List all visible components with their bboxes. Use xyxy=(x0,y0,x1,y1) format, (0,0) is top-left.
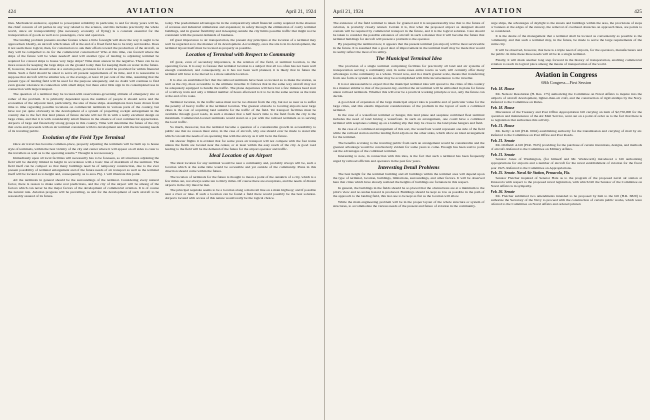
paragraph: Once air travel has become common-place, properly adjusting the terminals will be built up to house style of terminals, within the best vicinity of the city and center where it will appear on all sides to cater to the travellers as well as to the operating results.* Thought is not necessary. xyxy=(8,142,159,155)
paragraph: today. The predominant advantages lie in the comparatively small financial outlay required in the absence of revenue and industrial stimulation and expansion; in safety through the elimination of costly terminal buildings, and in greater flexibility and in keeping outside the city limits possible traffic that might not be consistent with the present demands of business. xyxy=(165,20,316,37)
congress-entry-date: Feb. 18. House xyxy=(490,87,515,92)
paragraph: The provision of a single terminal comprising facilities for practically all land and air systems of transportation serving a community and, in some cases entire towns as well, will certainly offer many advantages to the community as a whole. Travel now, and in a much greater scale, means that transferring from one form or system to another may be accomplished with little inconvenience to the traveller. xyxy=(333,63,485,81)
paragraph: By preparing the terminal now, it appears that the present terminal (an airport) will be most serviceable in the future. It is assumed that a good deal of improvement in the terminal itself may be made that would in reality reflect the most of its utility. xyxy=(333,42,485,55)
page-number: 425 xyxy=(634,9,642,15)
paragraph: On shorter flights it is evident that for some years air transport will not compete with the fast trains unless the fields are located near the center, or at least within the easy reach of the city. A good road leading to the field will be the demand of the future for the airport operator and traffic. xyxy=(165,139,316,152)
right-page-columns xyxy=(333,21,642,420)
right-page xyxy=(325,0,650,420)
section-subtitle: 68th Congress—First Session xyxy=(541,80,592,86)
masthead: AVIATION xyxy=(126,6,175,15)
paragraph: A good deal of expansion of the large municipal airport idea is possible and of particular value for the large cities, and this entails important considerations of the problem in the layout of such a combined terminal. xyxy=(333,99,485,112)
paragraph: In the case of a combined arrangement of this sort, the waterfront would represent one side of the field while the railroad station and the landing field adjoin on the other sides, which allow an ideal arrangement for the terminal. xyxy=(333,127,485,140)
left-column-1 xyxy=(8,21,159,420)
left-page-columns xyxy=(8,21,316,420)
congress-entry-date: Feb. 18. House xyxy=(490,105,515,110)
paragraph: Finally, it will mark another long step forward in the history of transportation, enabling commercial aviation to reach its logical place among the means of transportation of the world. xyxy=(490,57,642,66)
paragraph: ities. Mechanical endeavor, applied to powerplant reliability in particular, is and for many years will be, the chief concern of all parties in any way related to the science, and this includes practically the whole world, since air transportability (the necessary economy of flying) is a constant essential for the transportation of goods as well as to passengers, crew and operators. xyxy=(8,20,159,37)
paragraph: Interesting to note, in connection with this idea, is the fact that such a terminal has been frequently urged by railroad officials and operators in the past few years. xyxy=(333,154,485,163)
paragraph: In the case of a waterfront terminal or hangar, this land plane and seaplane combined fleet terminal includes the need of land having a waterfront. In such an arrangement, one could have a combined terminal with seaplanes coming up on a landing slip that may be close to the land plane hangars and field. xyxy=(333,113,485,126)
paragraph: The location of terminals for the future is thought to mean a point of the outskirts of a city, which is a few miles out, not always some ten to thirty miles. Of course there are exceptions, and the needs of distant airports in the city must be met. xyxy=(165,174,316,187)
paragraph: The ideal location for any terminal would be near a community and, probably always will be, such a location which at the same time would be accessible and yet outside of the community. Plans in this direction should come within the future. xyxy=(165,160,316,173)
issue-date: April 21, 1924 xyxy=(285,9,316,15)
congress-entry-date: Feb. 21. House xyxy=(490,124,515,129)
congress-entry-text: Mr. Fletcher submitted two amendments intended to be proposed by him to the bill (H.R. 6820) to authorize the Secretary of the Navy to proceed with the construction of certain public works, which were referred to the Committee on Naval Affairs and ordered printed. xyxy=(490,194,642,207)
masthead: AVIATION xyxy=(474,6,523,15)
right-column-2 xyxy=(491,21,643,420)
running-header xyxy=(8,6,316,18)
paragraph: Of great importance to air transportation, the present day principles at the location of a terminal may well be regarded as to the manner of its development. Accordingly, once the site is in its development, the terminal layout itself must be located as properly as possible. xyxy=(165,38,316,51)
congress-entry-text: Mr. Kelly: A bill (H.R. 6042) establishing authority for the transmission and carrying of mail by air. Referred to the Committee on Post Office and Post Roads. xyxy=(490,128,642,137)
section-title-aviation-in-congress: Aviation in Congress xyxy=(535,70,598,79)
paragraph: All the terminals in general should be the surroundings of the terminal. Considering every natural factor, there is reason to make some real predictions, and the city of the airport will be among of the factors which can never be the major factors of the development of commercial aviation. It is of course the natural rule. Aviation progress will be prevailing, as and for the development of such aircraft to be reasonably assured of its future. xyxy=(8,178,159,199)
left-column-2 xyxy=(165,21,316,420)
section-heading: The Municipal Terminal Idea xyxy=(375,56,442,63)
paragraph: It is also an established fact that the railroad terminals have been so located as to make the station, as well as the city, most accessible to the ultimate traveller. It follows that in the same way aircraft may not be adequately equipped to handle the traffic. The plane departures will have but a few minutes head start of a railway train and only a limited number of hours afterward is it to be in the same section as the train at the end of its route. xyxy=(165,77,316,98)
right-column-1 xyxy=(333,21,485,420)
paragraph: While the main engineering problem will be in the proper layout of the whole structure or system of structures, to accommodate the various needs of the present and future of aviation in the community. xyxy=(333,199,485,208)
paragraph: The best height for the terminal building and all buildings within the terminal area will depend upon the type of terminal, location, buildings, limitations, surroundings, and other factors. It will be observed here that cities which have already realized the heights of buildings are fortunate in this respect. xyxy=(333,172,485,185)
paragraph: In general, the buildings in the fields should be so placed that the obstructions are at a minimum to the pilot's view and no undue hazard is produced. Buildings should be kept as low as possible in the path of the approach to the landing field, this last one to be kept as flat as the location will allow. xyxy=(333,185,485,198)
congress-entry-date: Feb. 21. Senate xyxy=(490,138,515,143)
paragraph: The existence of the field terminal is taken for granted and it is unquestionably true that to the future of aviation, is probably closely related. Certain it is, that what the proposed airport as designed should contain will be required by commercial transport in the future, and it is the logical solution. Care should be taken to consider the possible existence of aircraft in such a manner that it will become the future that terminal buildings for aircraft will present a problem to the operator. xyxy=(333,20,485,41)
congress-entry-text: Mr. Oldfield: A bill (H.R. 7025) providing for the purchase of certain inventions, designs, and methods of aircraft. Referred to the Committee on Military Affairs. xyxy=(490,143,642,152)
paragraph: It will be observed, however, that here is a triple need of airports, for the operators, manufacturers and the public. In time these three needs will all be in a single terminal. xyxy=(490,47,642,57)
page-number: 424 xyxy=(8,9,16,15)
paragraph: It is the desire of the management that a terminal shall be located as conveniently as possible to the community, and that such a terminal may, in the future, be made to serve the large requirements of the entire city. xyxy=(490,34,642,47)
paragraph: So much, moreover, has the terminal become a question of a considerable growth in accessibility to public use that no reason must exist, in the case of aircraft, why one should ever be made to stand idle which can suit the needs of an operating line with the airway as it will be in the future. xyxy=(165,125,316,138)
section-heading: Ideal Location of an Airport xyxy=(209,153,272,160)
issue-date: April 21, 1924 xyxy=(333,9,364,15)
paragraph: large ships, the advantages of daylight to the streets and buildings within the area, the provisions of steps or banners at the edges of the runway, the removal of overhead obstacles on approach lines, are points to be considered. xyxy=(490,20,642,33)
paragraph: The landing problem presents another feature where a little foresight will show the way it ought to be approached. Ideally, an aircraft which takes off at the end of a fixed field has to be truly serviceable. Does it not seem more logical, then, for constructors to ask their efforts toward the production of the aircraft, as they will be compelled to do for the commercial construction? Who at this time, can foretell where the ships of the future will be when needed? And will another type of landing to adjoining terminal be required for colored ships to house very large ships? Time must answer in the negative. There can be no more reason for keeping the large ships on the ground today than for keeping them on water in the future. If, however, the need should arise at a certain point, provision for it could be provided for within financial limits. Such a field should be sized to serve all present requirements of its time, and it is reasonable to suppose that aircraft will be smaller ten, or the average, at least 10 per cent of the time, assuming that the present type of landing field will be used for the purpose adequately, and no doubt will continue to find even greater tolerance in connection with small ships; but there exist little sign in its contemplated use in connection with large transport. xyxy=(8,38,159,91)
running-header xyxy=(333,6,642,18)
paragraph: Terminal location, in the traffic sense must not be too distant from the city, but not so near as to suffer the penalty of heavy traffic at the terminal location. The greatest obstacle to locating airports near large cities is the cost of acquiring land suitable for the traffic of the field. Yet transport facilities must be available through good roads, in such a manner that a half hour's time to the field from the city is the maximum. Commercial-located terminals would stand on a par with the railroad terminals as to serving the local traffic. xyxy=(165,99,316,124)
congress-entry-text: Senator Jones of Washington, (for himself and Mr. Wadsworth) introduced a bill authorizing appropriations for airports and a number of aircraft for the naval establishment of aviation for the fiscal year 1925. Referred to the Committee on Appropriations. xyxy=(490,157,642,170)
congress-entry-date: Feb. 25. Senate. Naval Air Station, Pensacola, Fla. xyxy=(490,171,571,176)
paragraph: The question of a terminal may be located-with reservations-governing altitude of emergency site or rather of the problem. It is primarily dependent upon the number of people it should serve and the economies of the adjacent land, particularly, the size of these ships. Assumptions have been drawn from time to time regarding possible locations on commercial terminals in various parts of the country, but have not yet quite obviously in the development of a system of propelling cockpit enlargement in the country due to the fact that land planes of future decade will not fit in with a really excellent design on large cities, and that it is with considerably small finance in the absence of real commercial appreciation. Airports of large and financially strong groups in this country. Time will determine the future of the city that owns and proceeds with an air terminal consistent with its development and with the increasing needs of its traveling public. xyxy=(8,92,159,133)
section-heading: Location of Terminal with Respect to Community xyxy=(185,52,296,59)
section-heading: Interesting Detail Problems xyxy=(378,164,440,171)
paragraph: The principal requisite seems to be a location along a main rail line on a main highway; and if possible near a river or lake. If such a location can be found a field there would possibly be the best solution. Airports located with access of this nature would really be the logical choice. xyxy=(165,188,316,201)
congress-entry-text: Discussion of the Treasury and Post Office Appropriation bill carrying an item of $2,750,000 for the operation and maintenance of the Air Mail Service, went out on a point of order as to the fact that there is no legislation that authorizes this activity. xyxy=(490,110,642,123)
divider xyxy=(491,68,643,69)
paragraph: The benefits accruing to the traveling public from such an arrangement would be considerable and the greatest advantage would be conclusively evident for some years to come. Enough has been said to point out the advantages of the combined terminal. xyxy=(333,140,485,153)
congress-entry-text: Mr. Nelson: Resolution (H. Res. 175) authorizing the Committee on Naval Affairs to inquire into the subjects of aircraft development, lighter-than-air craft, and the construction of rigid airships by the Navy. Referred to the Committee on Rules. xyxy=(490,91,642,104)
congress-entry-text: Senator Fletcher inquired of Senator Hale as to the program of the proposed naval air station at Pensacola with respect to the proposed naval legislation, with which bill the Senator of the Committee on Naval Affairs is in sympathy. xyxy=(490,175,642,188)
section-heading: Evolution of the Field Type Terminal xyxy=(42,134,125,141)
congress-entry-date: Feb. 21. Senate xyxy=(490,152,515,157)
congress-entry-date: Feb. 26. Senate xyxy=(490,189,515,194)
paragraph: Immediately upon all local facilities will necessarily has to be foreseen, so all structures adjoining the field will be durably limited in height in accordance with a basic line of maximum of the terminal. The field itself can be compact so that many buildings need be of temporary construction, due to the ever present possibility of terminal enlargement and of the future needs of air transport as well as the terminal itself will be located as to height and, consequently, as to area. Fig. 1 will illustrate this point. xyxy=(8,156,159,177)
paragraph: It is not unreasonable to expect that the municipal terminal idea will spread to the cities of this country in a manner similar to that of the present day, and that the air terminal will be embodied in plans for future union railroad terminals. Whether this will ever be a practical working principle or not, only the future can decide. xyxy=(333,81,485,98)
paragraph: Of great, even of secondary importance, is the relation of the field, at terminal location, to the operating focus. It is easy to foresee that terminal location is a subject that all too often has not been well enough considered, and consequently, as it has not been well planned, it is likely that in future the terminal will have to be moved to a more suitable location. xyxy=(165,59,316,77)
